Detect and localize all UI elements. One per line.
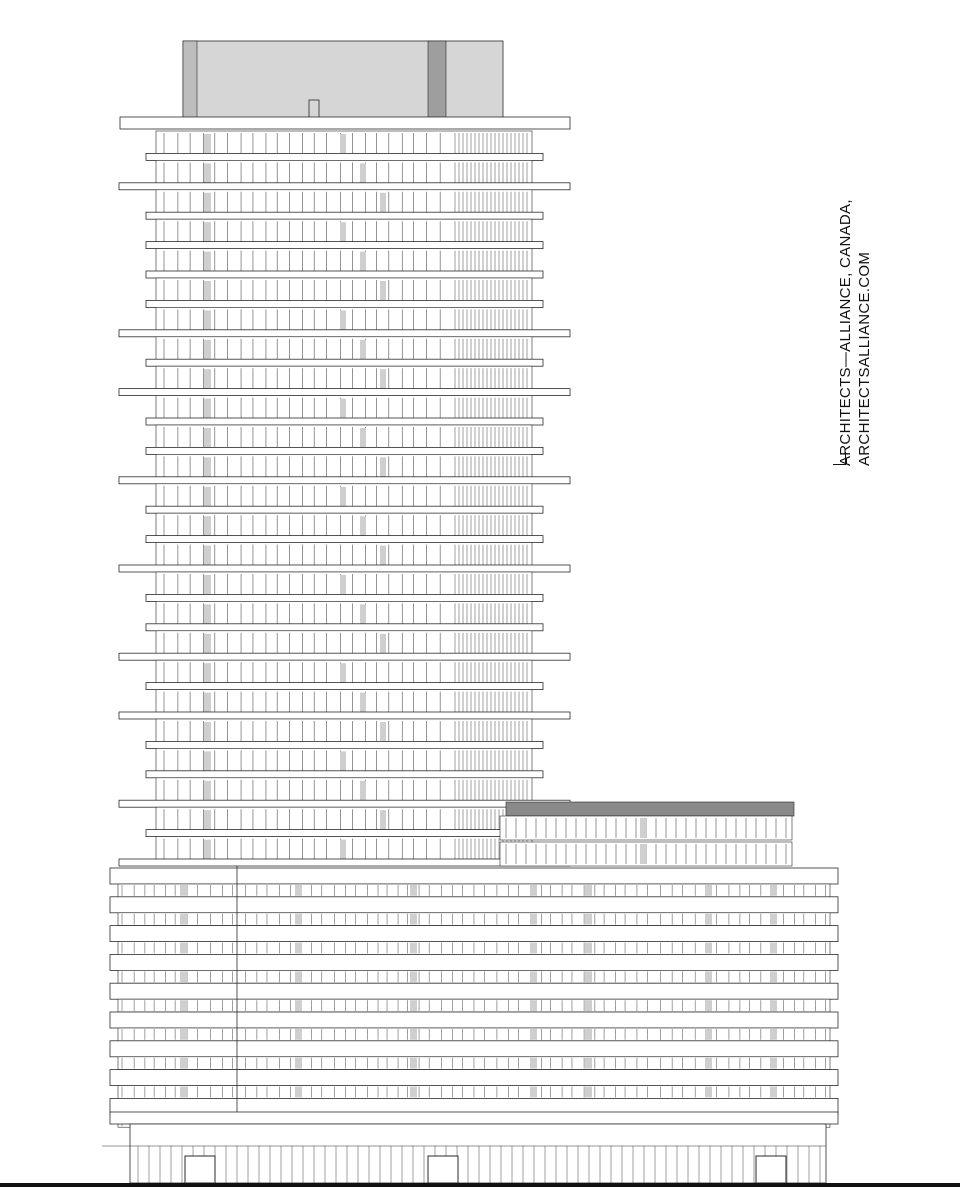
accent-panel — [204, 575, 211, 594]
podium-floor — [110, 983, 838, 1012]
accent-panel — [204, 428, 211, 447]
tower-glazing-band — [156, 690, 532, 713]
podium-accent — [410, 885, 417, 896]
accent-panel — [204, 663, 211, 682]
balcony-slab — [119, 712, 570, 719]
accent-panel — [204, 252, 211, 271]
accent-panel — [380, 457, 386, 476]
tower-floor — [119, 307, 570, 336]
balcony-slab — [146, 153, 543, 160]
accent-panel — [360, 604, 366, 623]
accent-panel — [204, 222, 211, 241]
podium-accent — [770, 1087, 777, 1098]
accent-panel — [204, 751, 211, 770]
podium-slab — [110, 983, 838, 999]
accent-panel — [380, 546, 386, 565]
balcony-slab — [146, 359, 543, 366]
accent-panel — [204, 516, 211, 535]
tower-floor — [119, 366, 570, 395]
tower-floor — [119, 160, 570, 189]
penthouse-edge — [183, 41, 197, 119]
balcony-slab — [146, 300, 543, 307]
podium-slab — [110, 1041, 838, 1057]
tower-glazing-band — [156, 778, 532, 801]
podium-accent — [705, 1087, 712, 1098]
accent-panel — [204, 193, 211, 212]
tower-glazing-band — [156, 366, 532, 389]
roof-slab — [120, 117, 570, 129]
tower-floor — [119, 631, 570, 660]
podium-accent — [770, 943, 777, 954]
podium-accent — [295, 885, 302, 896]
accent-panel — [204, 369, 211, 388]
podium-accent — [585, 943, 592, 954]
mechanical-penthouse — [120, 41, 570, 129]
accent-panel — [340, 575, 346, 594]
balcony-slab — [119, 183, 570, 190]
podium-accent — [705, 1029, 712, 1040]
podium-accent — [705, 885, 712, 896]
podium-floor — [110, 897, 838, 926]
accent-panel — [204, 457, 211, 476]
wing-accent — [640, 818, 646, 838]
ground-line — [0, 1183, 960, 1187]
accent-panel — [380, 634, 386, 653]
podium-volume — [110, 866, 838, 1127]
accent-panel — [340, 310, 346, 329]
ground-storefront — [130, 1124, 826, 1183]
accent-panel — [204, 840, 211, 859]
tower-floor — [119, 454, 570, 483]
balcony-slab — [146, 536, 543, 543]
accent-panel — [204, 340, 211, 359]
tower-floor — [146, 337, 543, 366]
tower-glazing-band — [156, 190, 532, 213]
podium-accent — [410, 1029, 417, 1040]
podium-accent — [295, 1029, 302, 1040]
podium-accent — [770, 971, 777, 982]
balcony-slab — [146, 447, 543, 454]
accent-panel — [340, 751, 346, 770]
podium-accent — [530, 1029, 537, 1040]
podium-floor — [110, 1041, 838, 1070]
balcony-slab — [146, 242, 543, 249]
tower-floor — [146, 513, 543, 542]
balcony-slab — [119, 653, 570, 660]
accent-panel — [380, 281, 386, 300]
accent-panel — [204, 604, 211, 623]
tower-glazing-band — [156, 631, 532, 654]
tower-floor — [146, 219, 543, 248]
podium-floor — [110, 868, 838, 897]
podium-accent — [410, 971, 417, 982]
podium-accent — [530, 885, 537, 896]
balcony-slab — [146, 741, 543, 748]
tower-glazing-band — [156, 719, 532, 742]
podium-accent — [585, 1029, 592, 1040]
credit-line-2: ARCHITECTSALLIANCE.COM — [856, 251, 873, 466]
podium-upper-wing — [500, 802, 794, 866]
entrance-door — [756, 1156, 786, 1183]
penthouse-shaft — [428, 41, 446, 119]
balcony-slab — [146, 506, 543, 513]
accent-panel — [360, 252, 366, 271]
podium-accent — [180, 914, 187, 925]
accent-panel — [360, 428, 366, 447]
podium-accent — [530, 1058, 537, 1069]
balcony-slab — [119, 565, 570, 572]
tower-floor — [119, 778, 570, 807]
tower-glazing-band — [156, 425, 532, 448]
podium-accent — [295, 1087, 302, 1098]
balcony-slab — [146, 212, 543, 219]
tower-volume — [119, 131, 570, 866]
tower-floor — [119, 543, 570, 572]
tower-glazing-band — [156, 337, 532, 360]
entrance-door — [428, 1156, 458, 1183]
accent-panel — [340, 663, 346, 682]
tower-glazing-band — [156, 249, 532, 272]
tower-floor — [146, 807, 543, 836]
balcony-slab — [119, 477, 570, 484]
accent-panel — [340, 222, 346, 241]
ground-floor-base — [102, 1124, 826, 1183]
podium-slab — [110, 1070, 838, 1086]
podium-accent — [705, 914, 712, 925]
penthouse-box — [183, 41, 503, 119]
wing-roof-band — [506, 802, 794, 816]
tower-floor — [146, 719, 543, 748]
podium-accent — [180, 971, 187, 982]
accent-panel — [204, 810, 211, 829]
balcony-slab — [146, 271, 543, 278]
podium-accent — [585, 1000, 592, 1011]
podium-accent — [295, 914, 302, 925]
tower-floor — [146, 748, 543, 777]
podium-slab — [110, 868, 838, 884]
balcony-slab — [119, 800, 570, 807]
balcony-slab — [146, 594, 543, 601]
podium-base-slab — [110, 1112, 838, 1124]
podium-accent — [530, 971, 537, 982]
tower-floor — [146, 572, 543, 601]
podium-accent — [770, 1058, 777, 1069]
podium-accent — [180, 885, 187, 896]
entrance-door — [185, 1156, 215, 1183]
tower-glazing-band — [156, 160, 532, 183]
tower-floor — [146, 249, 543, 278]
accent-panel — [360, 693, 366, 712]
architect-credit — [836, 186, 874, 466]
podium-accent — [585, 1087, 592, 1098]
accent-panel — [204, 693, 211, 712]
podium-accent — [180, 1058, 187, 1069]
podium-accent — [585, 971, 592, 982]
podium-accent — [770, 885, 777, 896]
accent-panel — [380, 369, 386, 388]
accent-panel — [204, 134, 211, 153]
podium-accent — [585, 1058, 592, 1069]
accent-panel — [204, 487, 211, 506]
podium-accent — [410, 943, 417, 954]
tower-floor — [146, 278, 543, 307]
accent-panel — [340, 840, 346, 859]
tower-floor — [146, 660, 543, 689]
podium-accent — [585, 914, 592, 925]
podium-slab — [110, 1012, 838, 1028]
tower-floor — [146, 601, 543, 630]
balcony-slab — [146, 830, 543, 837]
podium-accent — [705, 943, 712, 954]
podium-accent — [410, 1087, 417, 1098]
tower-glazing-band — [156, 601, 532, 624]
tower-floor — [146, 425, 543, 454]
accent-panel — [204, 722, 211, 741]
podium-accent — [530, 943, 537, 954]
accent-panel — [380, 810, 386, 829]
podium-accent — [295, 1058, 302, 1069]
credit-line-1: ARCHITECTS—ALLIANCE, CANADA, — [837, 199, 854, 466]
podium-accent — [530, 914, 537, 925]
accent-panel — [380, 722, 386, 741]
balcony-slab — [119, 389, 570, 396]
balcony-slab — [146, 418, 543, 425]
accent-panel — [340, 399, 346, 418]
podium-accent — [180, 1000, 187, 1011]
tower-floor — [146, 396, 543, 425]
podium-accent — [530, 1000, 537, 1011]
balcony-slab — [146, 624, 543, 631]
tower-floor — [146, 484, 543, 513]
accent-panel — [380, 193, 386, 212]
wing-accent — [640, 844, 646, 864]
podium-accent — [705, 1058, 712, 1069]
tower-floor — [119, 690, 570, 719]
tower-glazing-band — [156, 807, 532, 830]
podium-accent — [180, 943, 187, 954]
accent-panel — [360, 516, 366, 535]
podium-accent — [585, 885, 592, 896]
podium-floor — [110, 1012, 838, 1041]
podium-accent — [180, 1087, 187, 1098]
balcony-slab — [146, 771, 543, 778]
tower-glazing-band — [156, 513, 532, 536]
accent-panel — [340, 487, 346, 506]
podium-accent — [410, 1058, 417, 1069]
podium-accent — [295, 971, 302, 982]
tower-floor — [146, 131, 543, 160]
podium-accent — [770, 1000, 777, 1011]
accent-panel — [340, 134, 346, 153]
accent-panel — [360, 163, 366, 182]
accent-panel — [204, 310, 211, 329]
podium-accent — [295, 1000, 302, 1011]
accent-panel — [204, 399, 211, 418]
podium-accent — [410, 1000, 417, 1011]
accent-panel — [204, 546, 211, 565]
podium-floor — [110, 954, 838, 983]
tower-glazing-band — [156, 454, 532, 477]
podium-accent — [705, 971, 712, 982]
balcony-slab — [146, 683, 543, 690]
podium-slab — [110, 926, 838, 942]
podium-accent — [410, 914, 417, 925]
podium-floor — [110, 926, 838, 955]
podium-accent — [530, 1087, 537, 1098]
tower-floor — [146, 190, 543, 219]
accent-panel — [204, 163, 211, 182]
balcony-slab — [119, 330, 570, 337]
podium-accent — [770, 914, 777, 925]
podium-accent — [295, 943, 302, 954]
podium-accent — [180, 1029, 187, 1040]
accent-panel — [204, 281, 211, 300]
podium-accent — [705, 1000, 712, 1011]
podium-accent — [770, 1029, 777, 1040]
accent-panel — [204, 781, 211, 800]
podium-floor — [110, 1070, 838, 1099]
podium-slab — [110, 954, 838, 970]
accent-panel — [204, 634, 211, 653]
podium-slab — [110, 897, 838, 913]
tower-glazing-band — [156, 543, 532, 566]
accent-panel — [360, 340, 366, 359]
tower-glazing-band — [156, 278, 532, 301]
accent-panel — [360, 781, 366, 800]
